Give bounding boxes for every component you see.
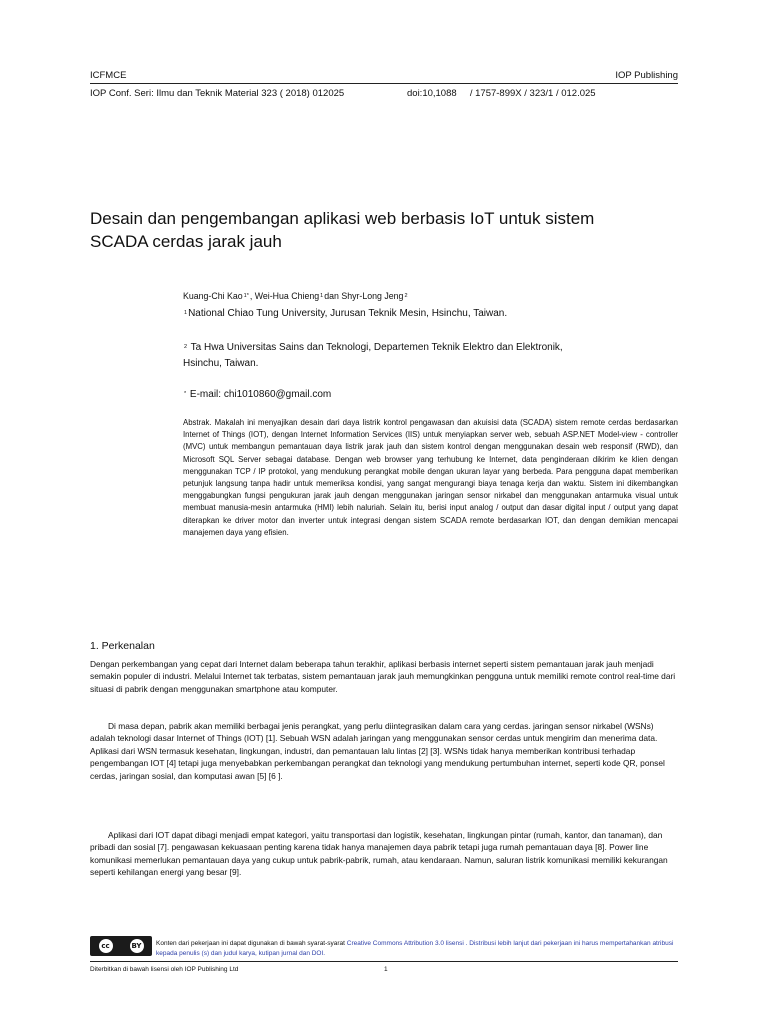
- doi[interactable]: doi:10,1088 / 1757-899X / 323/1 / 012.025: [407, 88, 596, 99]
- author-1-mark: 1*: [243, 293, 249, 299]
- affiliation-1: [183, 305, 653, 322]
- license-text: [156, 939, 678, 959]
- section-heading: 1. Perkenalan: [90, 640, 155, 652]
- cc-license-badge[interactable]: [90, 936, 152, 956]
- email-mark: *: [184, 391, 187, 397]
- affiliation-2-mark: 2: [184, 344, 188, 350]
- published-by: Diterbitkan di bawah lisensi oleh IOP Publishing Ltd: [90, 966, 239, 973]
- email-line: [183, 386, 653, 403]
- author-1: Kuang-Chi Kao: [183, 291, 243, 301]
- publisher-name: IOP Publishing: [615, 70, 678, 81]
- paragraph-1: Dengan perkembangan yang cepat dari Internet dalam beberapa tahun terakhir, aplikasi berbasis internet seperti sistem pemantauan jarak jauh menjadi semakin populer di industri. Melalui Internet tak terbatas, sistem pemantauan jarak jauh memungkinkan pengguna untuk memiliki remote control real-time dari situasi di pabrik dengan menggunakan smartphone atau komputer.: [90, 659, 676, 694]
- abstract: Abstrak. Makalah ini menyajikan desain dari daya listrik kontrol pengawasan dan akuisisi data (SCADA) sistem remote cerdas berdasarkan Internet of Things (IOT), dengan Internet Information Services (IIS) untuk menyiapkan server web, sebuah ASP.NET Model-view - controller (MVC) untuk membangun pemantauan daya listrik jarak jauh dan sistem kontrol dengan menggunakan desain web responsif (RWD), dan Microsoft SQL Server sebagai database. Dengan web browser yang terhubung ke Internet, data penginderaan dikirim ke klien dengan menggunakan TCP / IP protokol, yang mendukung perangkat mobile dengan ukuran layar yang berbeda. Para pengguna dapat memberikan petunjuk langsung tanpa hadir untuk memeriksa kondisi, yang sangat mengurangi biaya tenaga kerja dan waktu. Sistem ini dikembangkan menggabungkan fungsi pengukuran jarak jauh dengan menggunakan jaringan sensor nirkabel dan menggunakan antarmuka visual untuk membuat manusia-mesin antarmuka (HMI) lebih naluriah. Selain itu, berisi input analog / output dan dasar digital input / output yang dapat diterapkan ke driver motor dan inverter untuk integrasi dengan sistem SCADA remote berdasarkan IOT, dan dengan demikian mencapai manajemen daya yang efisien.: [183, 418, 678, 537]
- conference-name: ICFMCE: [90, 70, 127, 81]
- footer-rule: [90, 961, 678, 962]
- paragraph-2: Di masa depan, pabrik akan memiliki berbagai jenis perangkat, yang perlu diintegrasikan dalam cara yang cerdas. jaringan sensor nirkabel (WSNs) adalah teknologi dasar Internet of Things (IOT) [1]. Sebuah WSN adalah jaringan yang menggunakan sensor cerdas untuk mengirim dan menerima data. Aplikasi dari WSN termasuk kesehatan, lingkungan, industri, dan pemantauan lalu lintas [2] [3]. WSNs tidak hanya memberikan kontribusi terhadap pengembangan IOT [4] tetapi juga menyebabkan perkembangan perangkat dan teknologi yang mendukung pertumbuhan internet, seperti kode QR, ponsel cerdas, jaringan sosial, dan komputasi awan [5] [6 ].: [90, 721, 665, 781]
- author-2-mark: 1: [320, 293, 324, 299]
- header-rule: [90, 83, 678, 84]
- cc-icon: cc: [99, 939, 113, 953]
- author-list: [183, 291, 409, 301]
- affiliation-2-line-2: Hsinchu, Taiwan.: [183, 358, 259, 369]
- journal-series: IOP Conf. Seri: Ilmu dan Teknik Material 323 ( 2018) 012025: [90, 88, 345, 99]
- affiliation-2-line-1: Ta Hwa Universitas Sains dan Teknologi, Departemen Teknik Elektro dan Elektronik,: [190, 342, 563, 353]
- affiliation-1-mark: 1: [184, 310, 188, 316]
- license-prefix: Konten dari pekerjaan ini dapat digunakan di bawah syarat-syarat: [156, 940, 345, 947]
- email-address[interactable]: E-mail: chi1010860@gmail.com: [189, 389, 332, 400]
- page-number: 1: [384, 966, 388, 973]
- title-line-2: SCADA cerdas jarak jauh: [90, 232, 282, 251]
- author-2: , Wei-Hua Chieng: [249, 291, 320, 301]
- affiliation-1-text: National Chiao Tung University, Jurusan Teknik Mesin, Hsinchu, Taiwan.: [188, 308, 508, 319]
- title-line-1: Desain dan pengembangan aplikasi web berbasis IoT untuk sistem: [90, 209, 595, 228]
- author-3-mark: 2: [404, 293, 408, 299]
- affiliation-2: [183, 339, 653, 372]
- paragraph-3: Aplikasi dari IOT dapat dibagi menjadi empat kategori, yaitu transportasi dan logistik, kesehatan, lingkungan pintar (rumah, kantor, dan tanaman), dan pribadi dan sosial [7]. pengawasan kekuasaan penting karena tidak hanya manajemen daya pabrik tetapi juga rumah pemantauan daya [8]. Power line komunikasi memerlukan pemantauan daya yang cukup untuk pabrik-pabrik, rumah, atau kendaraan. Namun, saluran listrik komunikasi memiliki kekurangan seperti kehilangan energi yang besar [9].: [90, 830, 668, 878]
- paper-title: [90, 207, 650, 253]
- license-link[interactable]: Creative Commons Attribution 3.0 lisensi . Distribusi lebih lanjut dari pekerjaan ini harus mempertahankan atribusi kepada penulis (s) dan judul karya, kutipan jurnal dan DOI.: [156, 940, 674, 957]
- by-icon: BY: [130, 939, 144, 953]
- author-3: dan Shyr-Long Jeng: [324, 291, 404, 301]
